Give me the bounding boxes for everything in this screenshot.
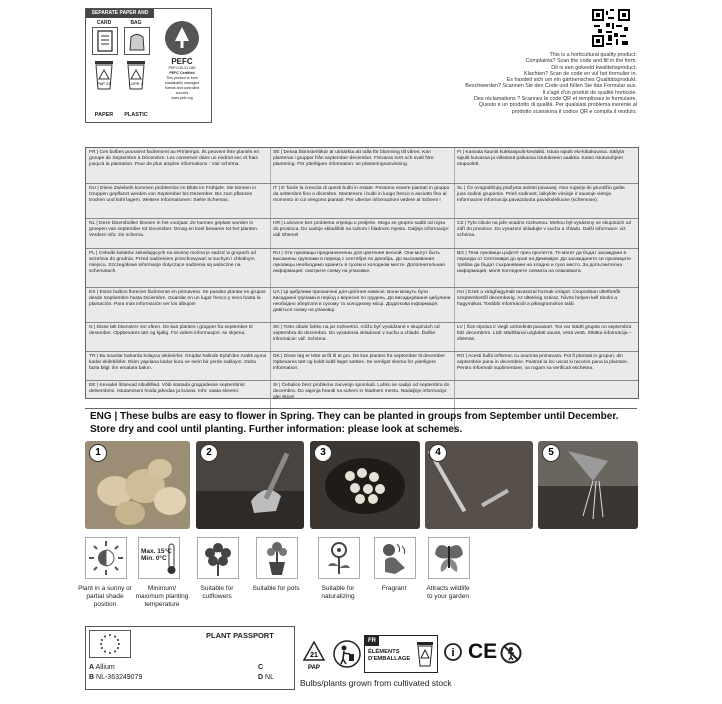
lang-cell: ES | Estos bulbos florecen fácilmente en primavera. Se pueden plantar en grupos desde Septiembre hasta Diciembre. Guardar en un lugar fresco y seco hasta la plantación. Para más información ver los dibujos! — [89, 290, 266, 307]
pots-caption: Suitable for pots — [252, 585, 300, 592]
thermometer-caption: Minimum/ maximum planting temperature — [135, 585, 189, 608]
pot-icon — [256, 537, 298, 579]
step-5-photo — [538, 441, 638, 529]
scan-line: Klachten? Scan de code en vul het formulier in. — [524, 70, 637, 77]
lang-cell: BG | Тези луковици цъфтят през пролетта. Те могат да бъдат засаждани в периода от Септември до края на Декември. До засаждането си луковиците трябва да бъдат съхранявани на хладно и сухо място. За допълнителна информация, моля погледнете схемата на опаковката. — [457, 251, 631, 274]
wildlife-caption: Attracts wildlife to your garden — [426, 585, 470, 600]
pap-label: PAP — [308, 665, 320, 671]
step-number: 5 — [542, 444, 560, 462]
step-number: 4 — [429, 444, 447, 462]
max-temp: Max. 15°C — [141, 548, 172, 555]
plant-passport — [85, 626, 295, 690]
table-row — [86, 322, 638, 351]
passport-d-value: NL — [265, 674, 274, 681]
recycling-info-box — [85, 8, 212, 123]
lang-cell: RU | Эти луковицы предназначены для цветения весной. Они могут быть высажены группами в период с сентября по декабрь. До высаживания луковицы необходимо хранить в сухом и холодном месте. Дополнительная информация: смотрите схему на упаковке. — [273, 251, 445, 274]
eu-flag-icon — [89, 630, 131, 658]
table-row — [86, 287, 638, 322]
bag-label: BAG — [130, 20, 142, 26]
tidyman-icon — [333, 640, 361, 668]
sun-icon — [85, 537, 127, 579]
pefc-logo-icon — [165, 21, 199, 55]
step-number: 1 — [89, 444, 107, 462]
lang-cell: HR | Lukovice bez problema vrijetaju u proljeće. Mogu se grupno saditi od rujna do prosinca. Do sadnje skladištiti na suhom i hladnom mjestu. Daljnje informacije: vidi Shemel — [273, 221, 450, 238]
paper-code: PAP 21 — [97, 81, 111, 86]
scan-line: Des réclamations ? Scannez le code QR et remplissez le formulaire. — [474, 96, 637, 103]
paper-label: PAPER — [94, 112, 114, 118]
lang-cell: IT | E' facile la crescita di questi bulbi in estate. Possono essere piantati in gruppo da settembre fino a dicembre. Mantenere i bulbi in luogo fresco e asciutto fino al momento in cui vengono piantati. Per ulteriori informazioni vedere al Schemi ! — [273, 186, 450, 203]
cultivated-stock-note: Bulbs/plants grown from cultivated stock — [300, 678, 452, 688]
pefc-url: www.pefc.org — [171, 96, 193, 100]
step-2-photo — [196, 441, 304, 529]
butterfly-icon — [428, 537, 470, 579]
scan-line: This is a horticultural quality product. — [549, 52, 637, 58]
no-children-icon — [500, 642, 522, 664]
step-3-photo — [310, 441, 420, 529]
pefc-text-2: sustainably managed — [165, 81, 199, 85]
scan-line: Dit is een gekeeld kwaliteitsproduct. — [551, 64, 637, 71]
cutflowers-caption: Suitable for cutflowers — [200, 585, 234, 600]
pefc-text-4: sources — [175, 91, 189, 95]
table-row — [86, 218, 638, 248]
complaint-scan-text — [437, 52, 637, 115]
table-row — [86, 183, 638, 218]
naturalizing-caption: Suitable for naturalizing — [321, 585, 355, 600]
english-instructions: ENG | These bulbs are easy to flower in Spring. They can be planted in groups from September until December. Store dry and cool until planting. Further information: please look at schemes. — [90, 411, 619, 435]
emballage-line-1: ÉLÉMENTS — [368, 649, 400, 655]
lang-cell: SE | Dessa blomsterlökar är utmärkta att odla för blomning till våren. Kan planteras i grupper från september-december. Förvaras torrt och svalt före plantering. För ytterligare information: se planteringsanvisning. — [273, 150, 434, 167]
passport-a-value: Allium — [95, 664, 115, 671]
lang-cell: RO | Acesti bulbi infloresc cu usurinta primavara. Pot fi plantati in grupuri, din septembrie pana in decembrie. Pastrati la loc uscat si racoros pana la plantare. Pentru informatii suplimentare, va rugam sa verificati etichetea. — [457, 354, 629, 371]
step-4-photo — [425, 441, 533, 529]
lang-cell: SI | Čebulice brez problema zacvetijo spomladi. Lahko se sadijo od septembra do decembra. Do sajenja hraniti na suhem in hladnem mestu. Nadaljnje informacije: glej skice! — [273, 383, 450, 400]
sun-caption: Plant in a sunny or partial shade position — [78, 585, 132, 608]
passport-b-value: NL-363249079 — [96, 674, 143, 681]
lang-cell: SL | Če ovogodišnjoj pražysta aniksti pavasarj. Noo rugsėjo iki gruodžio galite juos sodinti grupėmis. Prieš sodinant, laikykite vėsioje ir sausoje vietoje. Informacinė informacija pavaizduota pavaikslėliuose (schemose). — [457, 186, 625, 203]
lang-cell: EE | Kevadel õitsevad sibullillled. Võib istutada gruppidesse septembrist detsembrini. Istutamiseni hoida jahedas ja kuivas. Info: vaata skeemi. — [89, 383, 245, 394]
fragrant-caption: Fragrant — [381, 585, 407, 592]
lang-cell: FR | Ces bulbes poussent facilement au Printemps. Ils peuvent être plantés en groupe de Septembre à Décembre. Les conserver dans un endroit sec et frais jusqu'à la plantation. Pour de plus amples informations : Voir schéma. — [89, 150, 260, 167]
triman-emballage-icon — [364, 635, 438, 673]
scan-line: Es handelt sich um ein gärtnerisches Qualitätsprodukt. — [506, 77, 637, 84]
lang-cell: LV | Šos sīpolus ir viegli uzziedināt pavasarī. Tos var stādīt grupās no septembra līdz decembrim. Līdz stādīšanai uzglabāt sausā, vēsā vietā. Sīkāka informācija – shēmās. — [457, 325, 632, 342]
pap-recycle-icon — [302, 640, 326, 674]
passport-c-key: C — [258, 664, 264, 671]
svg-text:i: i — [451, 647, 455, 659]
fragrance-icon — [374, 537, 416, 579]
pefc-logo-block — [156, 21, 208, 101]
qr-code-icon[interactable] — [592, 9, 630, 47]
pefc-text-1: This product is from — [166, 76, 198, 80]
passport-a-key: A — [89, 664, 95, 671]
lang-cell: NL | Deze bloembollen bloeien in het voorjaar. Ze kunnen geplant worden in groepen van september tot December. Droog en koel bewaren tot het planten. Verdere info: zie schema. — [89, 221, 259, 238]
language-instructions-table — [85, 147, 639, 399]
thermometer-icon — [138, 537, 180, 579]
flower-icon — [197, 537, 239, 579]
lang-cell: TR | Bu soanlar baharda kolayca ieklenirler. Gruplar halinde Eylül'den Aralık ayına kadar ekilebilirler. Ekim yapılana kadar kuru ve serin bir yerde saklayın. Daha fazla bilgi: ilm emalara bakın. — [89, 354, 267, 371]
lang-cell: PL | Cebulki kwiatów zakwitających na wiosnę można je sadzić w grupach od września do grudnia. Przed sadzeniem przechowywać w suchym i chłodnym miejscu. Szczegółowe informacje dotyczące sadzenia są widoczne na schematach. — [89, 251, 256, 274]
card-label: CARD — [96, 20, 112, 26]
emballage-line-2: D'EMBALLAGE — [368, 656, 411, 662]
recycling-header: SEPARATE PAPER AND PLASTIC — [86, 9, 154, 18]
lang-cell: HU | Ezek a virághagymák tavasszal hoznak virágot. Csoportban ültethetők szeptembertől decemberig. Az ültetésig száraz, hűvös helyen kell tárolni a hagymákat. További információt a piktogramokon talál. — [457, 290, 621, 307]
table-row — [86, 248, 638, 287]
pefc-title: PEFC — [171, 57, 193, 66]
scan-line: Questo è un prodotto di qualità. Per qualsiasi problema inerente al — [478, 102, 637, 109]
scan-line: Complaints? Scan the code and fill in the form. — [525, 58, 637, 65]
passport-b-key: B — [89, 674, 95, 681]
fr-label: FR — [365, 636, 379, 646]
lang-cell: FI | Kasvata kauniit kukkasipulit keväälsi. Istuta sipulit elo-lokakuussa. Säilytä sipulit kuivassa ja viileässä paikassa istutukseen saakka. Katso istutusohjeet etupuolelt. — [457, 150, 625, 167]
table-row — [86, 148, 638, 182]
step-1-photo — [85, 441, 190, 529]
paper-bin-icon — [92, 57, 116, 86]
pefc-certified: PEFC Certified — [169, 71, 195, 75]
plastic-label: PLASTIC — [124, 112, 148, 118]
bag-icon — [124, 27, 150, 55]
pefc-text-3: forests and controlled — [164, 86, 200, 90]
scan-line: prodotto scansiona il codice QR e compila il modulo. — [511, 108, 637, 115]
lang-cell: UA | Ці цибулини призначені для цвітіння навесні. Вони можуть бути висаджені групами в період з вересня по грудень. До висаджування цибулини необхідно зберігати в сухому та холодному місці. Додаткова інформація: дивіться схему на упаковці. — [273, 290, 451, 313]
lang-cell: N | Disse løk blomstrer om våren. De kan plantes i grupper fra september til desember. Oppbevares tørt og kjølig. For videre informasjon: se skjema. — [89, 325, 253, 336]
card-icon — [92, 27, 118, 55]
lang-cell: DU | Diese Zwiebeln kommen problemlos im Blüte im Frühjahr. Sie können in Gruppen gepflanzt werden von September bis Dezember. Bis zum pflanzen trocken und kühl lagern. Weitere Informationen: Siehe Schemas. — [89, 186, 257, 203]
min-temp: Min. 0°C — [141, 555, 167, 562]
recycling-info-icon — [444, 643, 462, 661]
lang-cell: DK | Disse løg er lette at få til at gro. De kan plantes fra september til december. Opbevares tørt og koldt indtil løget sættes. Se venligst skema for yderligere information. — [273, 354, 447, 371]
naturalizing-icon — [318, 537, 360, 579]
passport-title: PLANT PASSPORT — [206, 631, 274, 640]
lang-cell: SK | Tieto cibule ľahko na jar rozkvetnú, môžu byť vysádzané v skupinách od septembra do decembra. Do vysadenia skladovať v suchu a chlade. Ďalšie informácie: viď. Schéma. — [273, 325, 440, 342]
scan-line: Il s'agit d'un produit de qualité horticole. — [542, 89, 637, 96]
step-number: 2 — [200, 444, 218, 462]
table-row — [86, 351, 638, 380]
plastic-bin-icon — [124, 57, 148, 86]
english-instructions-block — [85, 397, 637, 435]
step-number: 3 — [314, 444, 332, 462]
passport-d-key: D — [258, 674, 264, 681]
pap-number: 21 — [310, 652, 318, 659]
plastic-code: LDPE 4 — [129, 81, 143, 86]
ce-mark: CE — [468, 640, 498, 663]
lang-cell: CZ | Tyto cibule na jaře snadno rozkvetou. Mohou být vysázeny ve skupinách od září do prosince. Do vysazení skladujte v suchu a chladu. Další informace: viz. schéma. — [457, 221, 632, 238]
pefc-code: PEFC/30-31-080 — [168, 66, 196, 70]
scan-line: Beschwerden? Scannen Sie den Code und füllen Sie das Formular aus. — [465, 83, 637, 90]
